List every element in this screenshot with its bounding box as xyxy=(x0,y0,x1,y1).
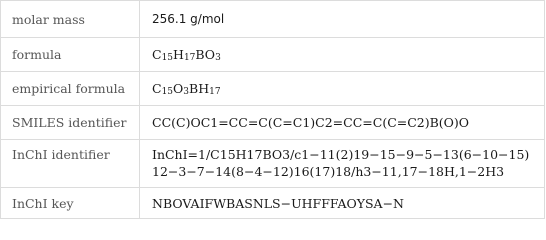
formula-part: O xyxy=(173,81,184,96)
formula-part-sub: 17 xyxy=(183,52,196,63)
row-smiles xyxy=(1,105,544,139)
row-formula xyxy=(1,37,544,71)
formula-part: BH xyxy=(189,81,210,96)
empirical-formula-label: empirical formula xyxy=(1,72,140,105)
formula-part-sub: 15 xyxy=(161,52,174,63)
row-inchi-key xyxy=(1,187,544,219)
inchi-label: InChI identifier xyxy=(1,140,140,187)
inchi-line: InChI=1/C15H17BO3/c1−11(2)19−15−9−5−13(6−10−15) xyxy=(152,147,530,162)
row-empirical-formula xyxy=(1,71,544,105)
formula-part-sub: 3 xyxy=(215,52,221,63)
molar-mass-label: molar mass xyxy=(1,1,140,37)
inchi-key-label: InChI key xyxy=(1,188,140,219)
smiles-value: CC(C)OC1=CC=C(C=C1)C2=CC=C(C=C2)B(O)O xyxy=(152,115,470,130)
formula-part-sub: 15 xyxy=(161,86,174,97)
row-inchi xyxy=(1,139,544,187)
formula-label: formula xyxy=(1,38,140,71)
inchi-key-value: NBOVAIFWBASNLS−UHFFFAOYSA−N xyxy=(152,196,404,211)
formula-part: H xyxy=(173,47,184,62)
formula-part: C xyxy=(152,47,162,62)
formula-part: C xyxy=(152,81,162,96)
empirical-formula-value xyxy=(140,72,544,105)
formula-value xyxy=(140,38,544,71)
formula-part-sub: 3 xyxy=(183,86,190,97)
molar-mass-value: 256.1 g/mol xyxy=(152,12,225,26)
formula-part-sub: 17 xyxy=(209,86,221,97)
smiles-label: SMILES identifier xyxy=(1,106,140,139)
formula-part: BO xyxy=(195,47,216,62)
inchi-value xyxy=(140,140,544,187)
row-molar-mass xyxy=(1,1,544,37)
inchi-line: 12−3−7−14(8−4−12)16(17)18/h3−11,17−18H,1−2H3 xyxy=(152,164,505,179)
